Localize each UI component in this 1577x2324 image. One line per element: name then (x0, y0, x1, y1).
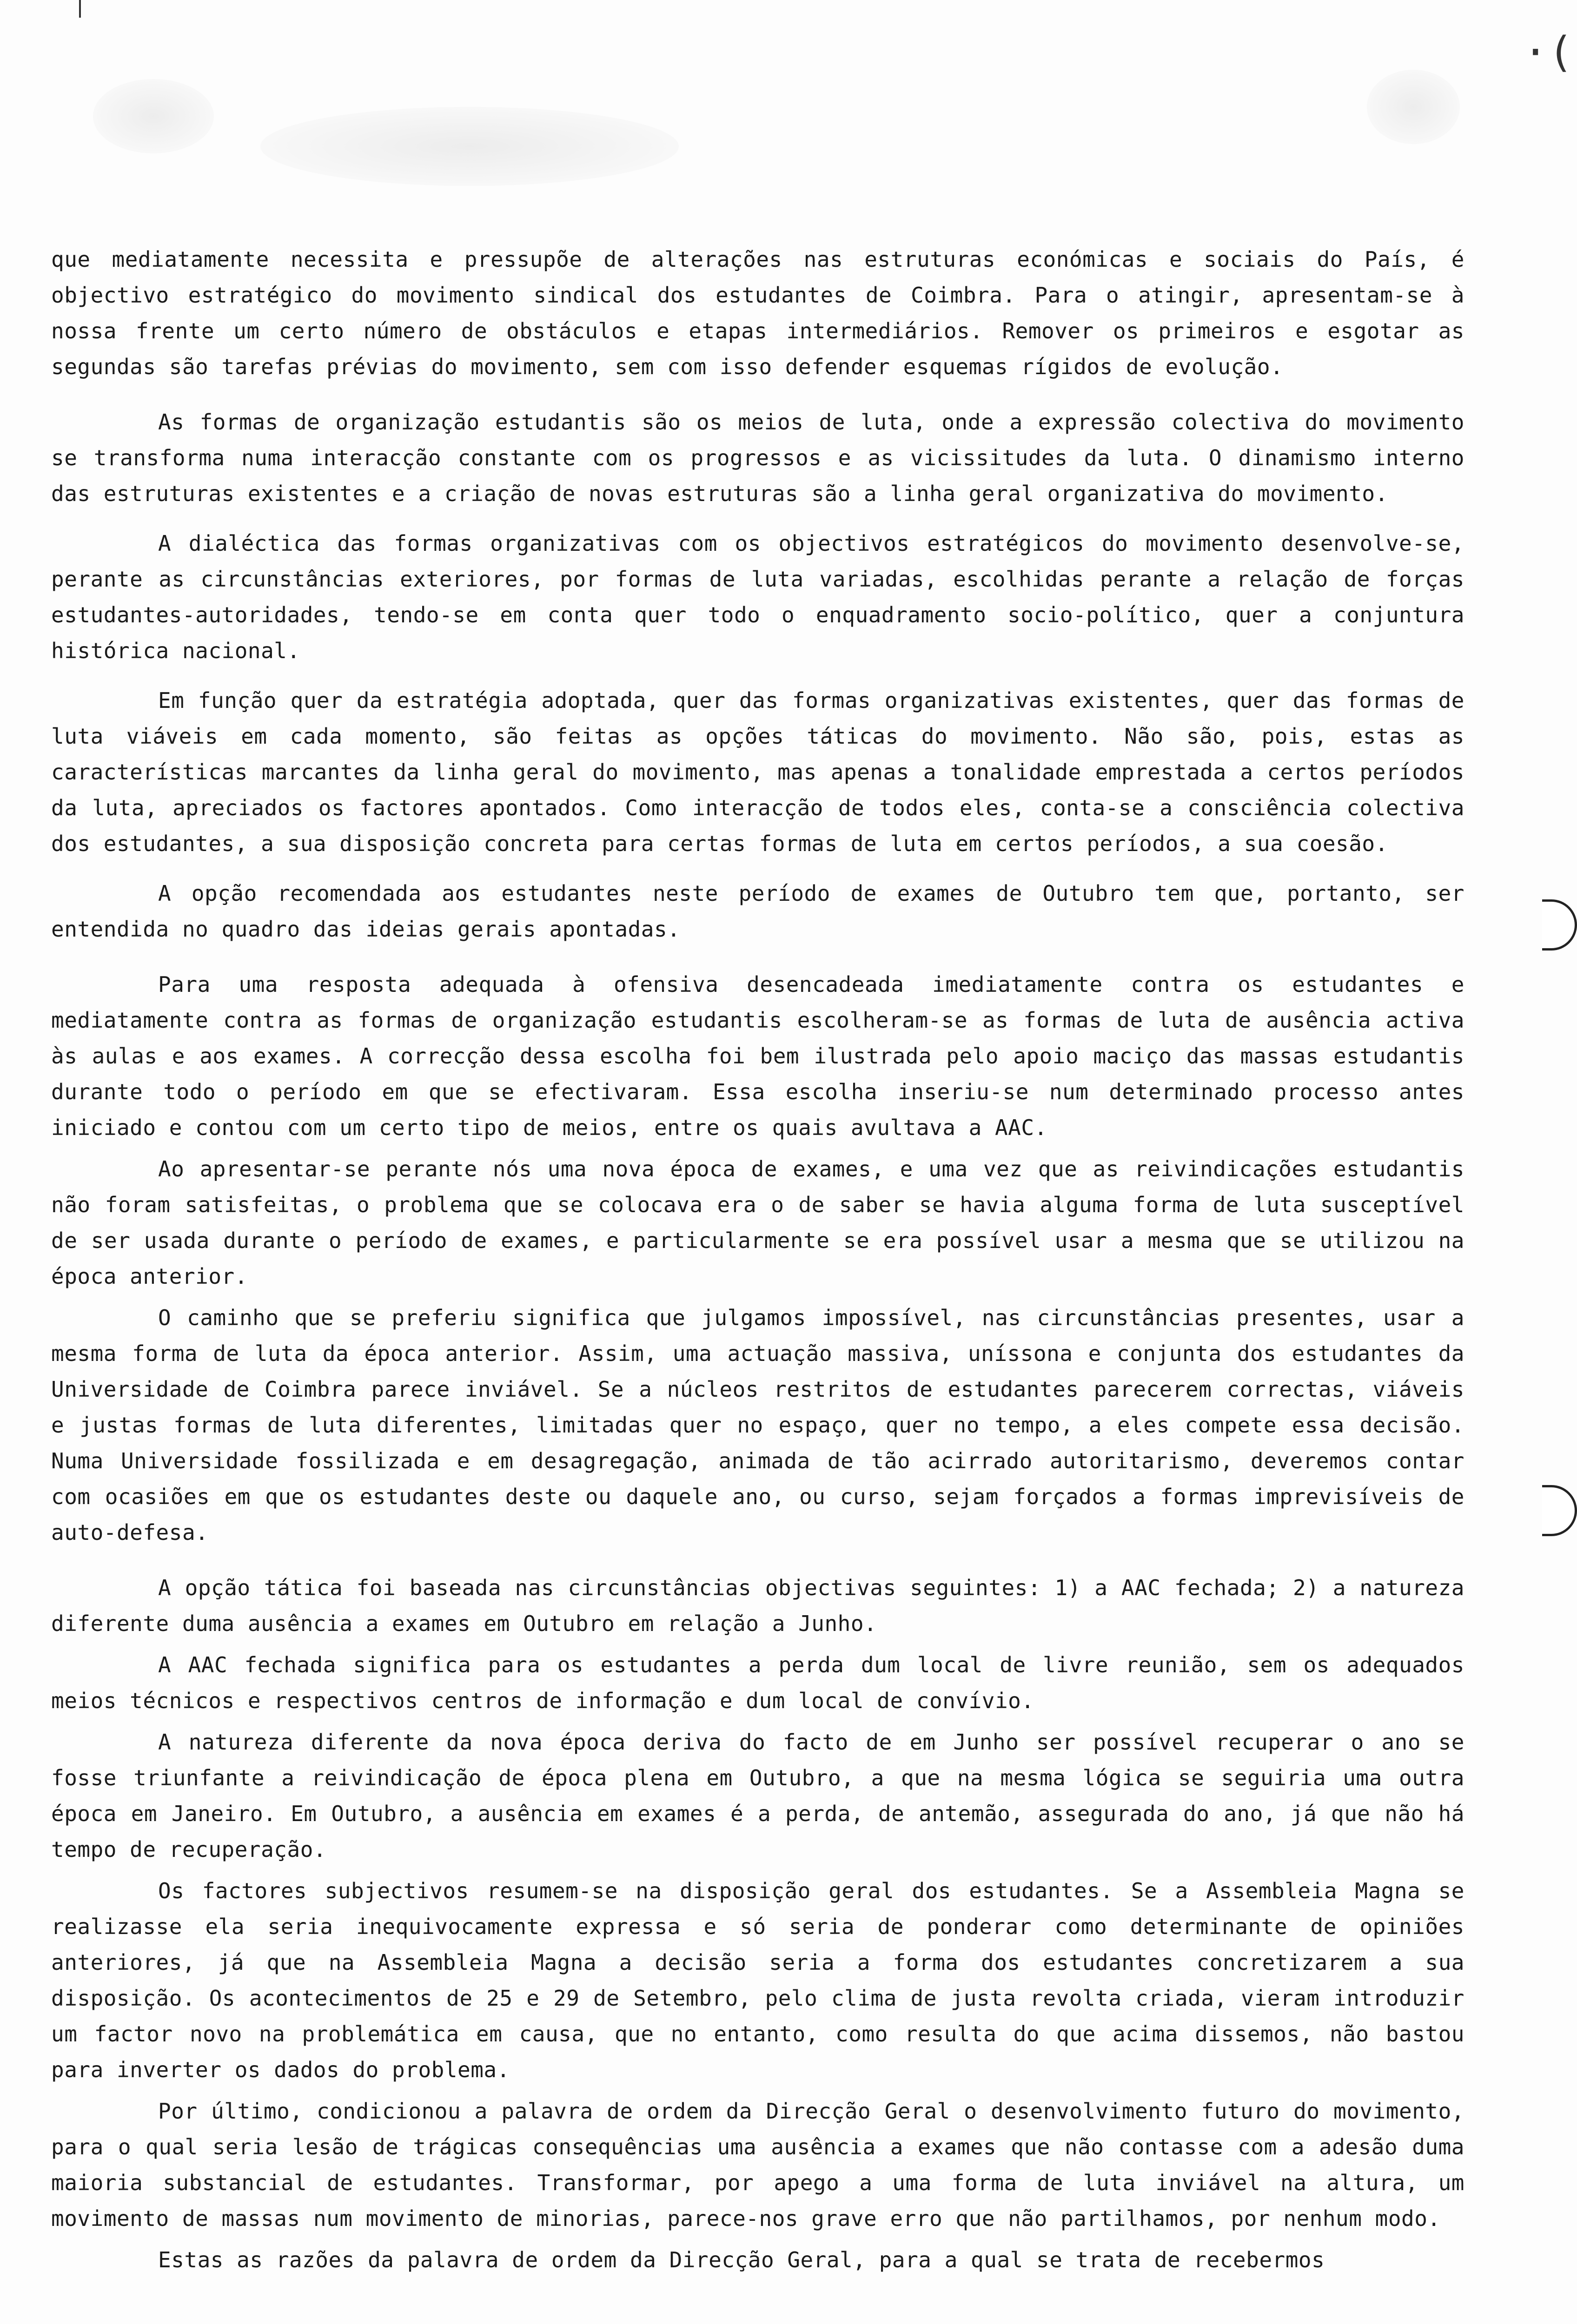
scan-smudge (260, 107, 679, 186)
paragraph: O caminho que se preferiu significa que julgamos impossível, nas circunstâncias presentes, usar a mesma forma de luta da época anterior. Assim, uma actuação massiva, uníssona e conjunta dos estudantes da Universidade de Coimbra parece inviável. Se a núcleos restritos de estudantes parecerem correctas, viáveis e justas formas de luta diferentes, limitadas quer no espaço, quer no tempo, a eles compete essa decisão. Numa Universidade fossilizada e em desagregação, animada de tão acirrado autoritarismo, deveremos contar com ocasiões em que os estudantes deste ou daquele ano, ou curso, sejam forçados a formas imprevisíveis de auto-defesa. (51, 1305, 1464, 1545)
scan-smudge (93, 79, 214, 153)
paragraph: Em função quer da estratégia adoptada, quer das formas organizativas existentes, quer das formas de luta viáveis em cada momento, são feitas as opções táticas do movimento. Não são, pois, estas as características marcantes da linha geral do movimento, mas apenas a tonalidade emprestada a certos períodos da luta, apreciados os factores apontados. Como interacção de todos eles, conta-se a consciência colectiva dos estudantes, a sua disposição concreta para certas formas de luta em certos períodos, a sua coesão. (51, 688, 1464, 856)
paragraph: As formas de organização estudantis são os meios de luta, onde a expressão colectiva do movimento se transforma numa interacção constante com os progressos e as vicissitudes da luta. O dinamismo interno das estruturas existentes e a criação de novas estruturas são a linha geral organizativa do movimento. (51, 409, 1464, 506)
paragraph: Os factores subjectivos resumem-se na disposição geral dos estudantes. Se a Assembleia Magna se realizasse ela seria inequivocamente expressa e só seria de ponderar como determinante de opiniões anteriores, já que na Assembleia Magna a decisão seria a forma dos estudantes concretizarem a sua disposição. Os acontecimentos de 25 e 29 de Setembro, pelo clima de justa revolta criada, vieram introduzir um factor novo na problemática em causa, que no entanto, como resulta do que acima dissemos, não bastou para inverter os dados do problema. (51, 1878, 1464, 2082)
paragraph: A AAC fechada significa para os estudantes a perda dum local de livre reunião, sem os adequados meios técnicos e respectivos centros de informação e dum local de convívio. (51, 1652, 1464, 1713)
paragraph: A dialéctica das formas organizativas com os objectivos estratégicos do movimento desenvolve-se, perante as circunstâncias exteriores, por formas de luta variadas, escolhidas perante a relação de forças estudantes-autoridades, tendo-se em conta quer todo o enquadramento socio-político, quer a conjuntura histórica nacional. (51, 531, 1464, 663)
paragraph: Para uma resposta adequada à ofensiva desencadeada imediatamente contra os estudantes e mediatamente contra as formas de organização estudantis escolheram-se as formas de luta de ausência activa às aulas e aos exames. A correcção dessa escolha foi bem ilustrada pelo apoio maciço das massas estudantis durante todo o período em que se efectivaram. Essa escolha inseriu-se num determinado processo antes iniciado e contou com um certo tipo de meios, entre os quais avultava a AAC. (51, 972, 1464, 1140)
document-body (51, 242, 1464, 2278)
paragraph: A opção tática foi baseada nas circunstâncias objectivas seguintes: 1) a AAC fechada; 2) a natureza diferente duma ausência a exames em Outubro em relação a Junho. (51, 1575, 1464, 1636)
paragraph: que mediatamente necessita e pressupõe de alterações nas estruturas económicas e sociais do País, é objectivo estratégico do movimento sindical dos estudantes de Coimbra. Para o atingir, apresentam-se à nossa frente um certo número de obstáculos e etapas intermediários. Remover os primeiros e esgotar as segundas são tarefas prévias do movimento, sem com isso defender esquemas rígidos de evolução. (51, 247, 1464, 379)
paragraph: A natureza diferente da nova época deriva do facto de em Junho ser possível recuperar o ano se fosse triunfante a reivindicação de época plena em Outubro, a que na mesma lógica se seguiria uma outra época em Janeiro. Em Outubro, a ausência em exames é a perda, de antemão, assegurada do ano, já que não há tempo de recuperação. (51, 1730, 1464, 1862)
paragraph: Estas as razões da palavra de ordem da Direcção Geral, para a qual se trata de recebermos (158, 2247, 1325, 2272)
scan-smudge (1367, 70, 1460, 144)
punch-hole (1542, 899, 1577, 951)
paragraph: A opção recomendada aos estudantes neste período de exames de Outubro tem que, portanto, ser entendida no quadro das ideias gerais apontadas. (51, 881, 1464, 942)
corner-ink-mark: ·( (1523, 28, 1573, 77)
punch-hole (1542, 1485, 1577, 1536)
paragraph: Por último, condicionou a palavra de ordem da Direcção Geral o desenvolvimento futuro do movimento, para o qual seria lesão de trágicas consequências uma ausência a exames que não contasse com a adesão duma maioria substancial de estudantes. Transformar, por apego a uma forma de luta inviável na altura, um movimento de massas num movimento de minorias, parece-nos grave erro que não partilhamos, por nenhum modo. (51, 2099, 1464, 2231)
top-margin-mark (79, 0, 81, 18)
paragraph: Ao apresentar-se perante nós uma nova época de exames, e uma vez que as reivindicações estudantis não foram satisfeitas, o problema que se colocava era o de saber se havia alguma forma de luta susceptível de ser usada durante o período de exames, e particularmente se era possível usar a mesma que se utilizou na época anterior. (51, 1156, 1464, 1289)
